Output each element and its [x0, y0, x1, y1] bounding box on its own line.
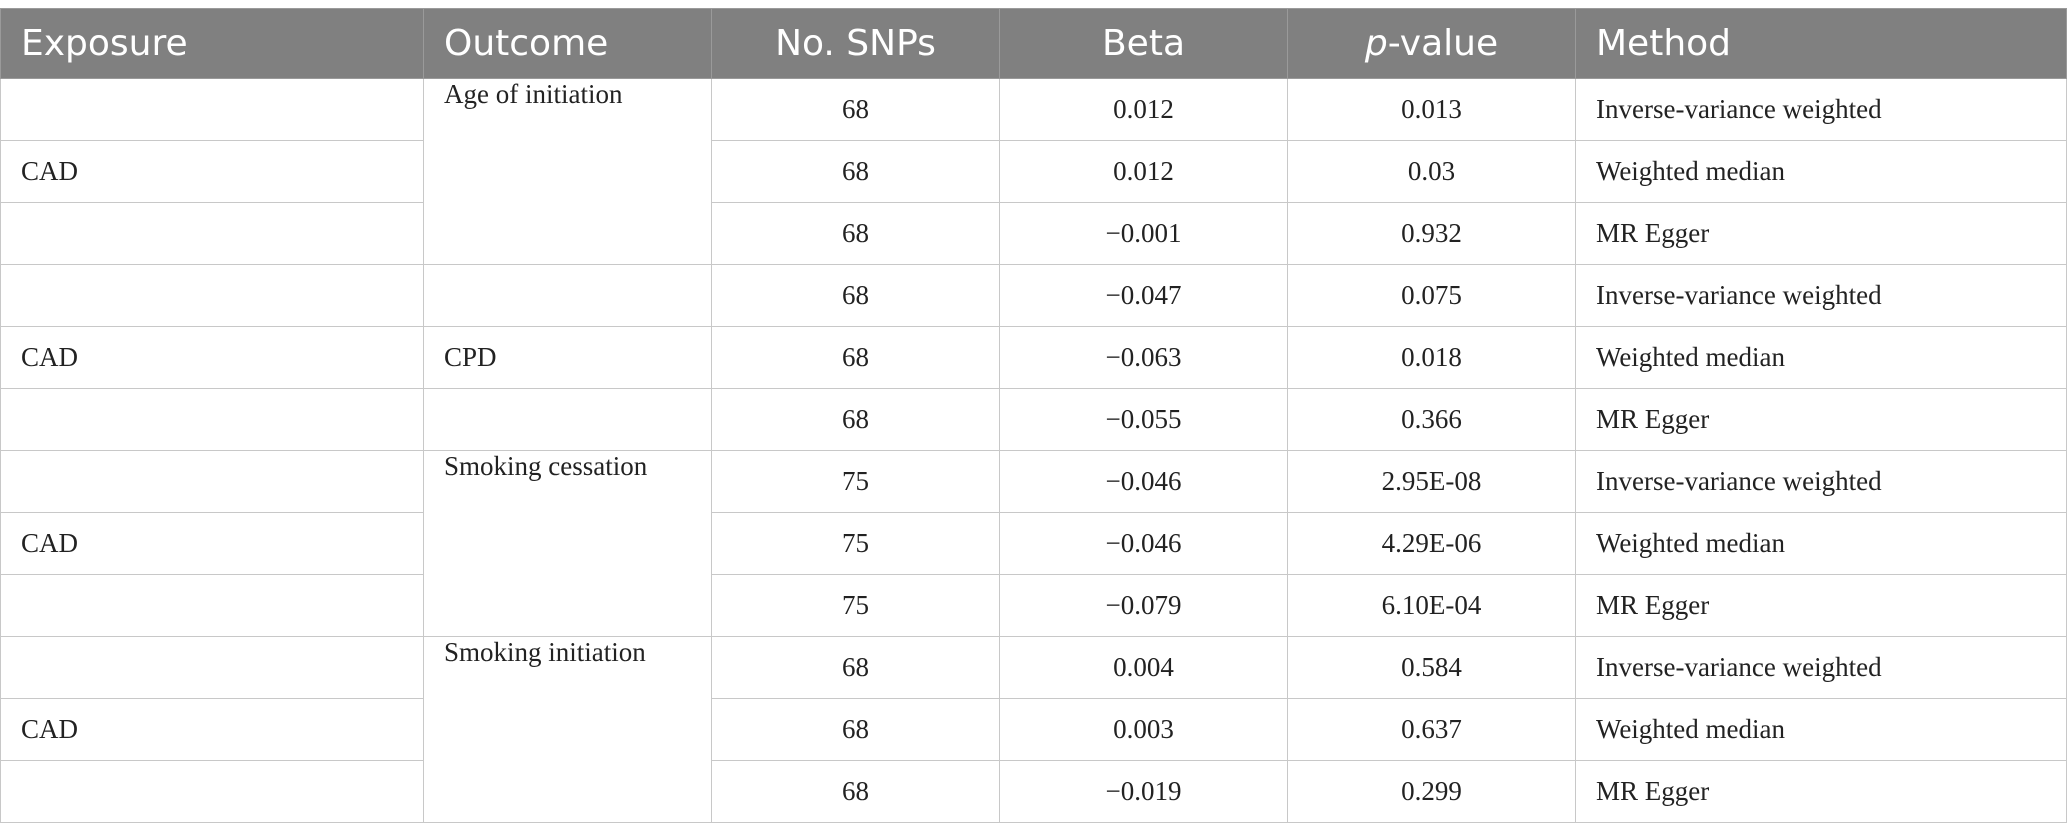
header-pvalue	[1288, 9, 1576, 79]
beta-cell: 0.012	[1000, 141, 1288, 203]
header-beta: Beta	[1000, 9, 1288, 79]
exposure-cell	[1, 637, 424, 699]
method-cell: Weighted median	[1576, 513, 2067, 575]
header-nsnps: No. SNPs	[712, 9, 1000, 79]
nsnps-cell: 75	[712, 575, 1000, 637]
beta-cell: −0.046	[1000, 451, 1288, 513]
beta-cell: −0.055	[1000, 389, 1288, 451]
header-row	[1, 9, 2067, 79]
nsnps-cell: 68	[712, 203, 1000, 265]
method-cell: Inverse-variance weighted	[1576, 637, 2067, 699]
exposure-cell	[1, 451, 424, 513]
method-cell: Inverse-variance weighted	[1576, 451, 2067, 513]
method-cell: MR Egger	[1576, 761, 2067, 823]
nsnps-cell: 68	[712, 389, 1000, 451]
header-outcome: Outcome	[424, 9, 712, 79]
outcome-cell: Age of initiation	[424, 79, 712, 265]
header-exposure: Exposure	[1, 9, 424, 79]
exposure-cell: CAD	[1, 513, 424, 575]
table-row	[1, 79, 2067, 141]
table-row	[1, 575, 2067, 637]
pvalue-cell: 0.932	[1288, 203, 1576, 265]
method-cell: Weighted median	[1576, 699, 2067, 761]
beta-cell: 0.003	[1000, 699, 1288, 761]
beta-cell: −0.047	[1000, 265, 1288, 327]
beta-cell: −0.079	[1000, 575, 1288, 637]
method-cell: Inverse-variance weighted	[1576, 79, 2067, 141]
beta-cell: 0.004	[1000, 637, 1288, 699]
exposure-cell	[1, 575, 424, 637]
pvalue-cell: 0.366	[1288, 389, 1576, 451]
table-row	[1, 451, 2067, 513]
table-row	[1, 389, 2067, 451]
exposure-cell: CAD	[1, 141, 424, 203]
exposure-cell: CAD	[1, 699, 424, 761]
exposure-cell	[1, 761, 424, 823]
method-cell: Weighted median	[1576, 327, 2067, 389]
nsnps-cell: 68	[712, 141, 1000, 203]
exposure-cell	[1, 203, 424, 265]
method-cell: MR Egger	[1576, 575, 2067, 637]
nsnps-cell: 75	[712, 513, 1000, 575]
exposure-cell	[1, 265, 424, 327]
outcome-cell: CPD	[424, 327, 712, 389]
method-cell: Inverse-variance weighted	[1576, 265, 2067, 327]
outcome-cell: Smoking cessation	[424, 451, 712, 637]
nsnps-cell: 68	[712, 79, 1000, 141]
pvalue-cell: 0.03	[1288, 141, 1576, 203]
exposure-cell	[1, 389, 424, 451]
nsnps-cell: 75	[712, 451, 1000, 513]
table-row	[1, 203, 2067, 265]
nsnps-cell: 68	[712, 761, 1000, 823]
exposure-cell: CAD	[1, 327, 424, 389]
header-method: Method	[1576, 9, 2067, 79]
outcome-cell	[424, 265, 712, 327]
table-row	[1, 327, 2067, 389]
results-table	[0, 8, 2067, 823]
pvalue-cell: 0.637	[1288, 699, 1576, 761]
nsnps-cell: 68	[712, 637, 1000, 699]
table-row	[1, 265, 2067, 327]
table-row	[1, 761, 2067, 823]
beta-cell: −0.063	[1000, 327, 1288, 389]
header-pvalue-rest: -value	[1387, 23, 1499, 64]
table-row	[1, 141, 2067, 203]
header-pvalue-italic: p	[1364, 23, 1388, 64]
pvalue-cell: 0.584	[1288, 637, 1576, 699]
table-header	[1, 9, 2067, 79]
table-body	[1, 79, 2067, 823]
beta-cell: −0.046	[1000, 513, 1288, 575]
pvalue-cell: 2.95E-08	[1288, 451, 1576, 513]
nsnps-cell: 68	[712, 327, 1000, 389]
beta-cell: −0.001	[1000, 203, 1288, 265]
beta-cell: 0.012	[1000, 79, 1288, 141]
outcome-cell: Smoking initiation	[424, 637, 712, 823]
pvalue-cell: 0.013	[1288, 79, 1576, 141]
method-cell: Weighted median	[1576, 141, 2067, 203]
method-cell: MR Egger	[1576, 203, 2067, 265]
method-cell: MR Egger	[1576, 389, 2067, 451]
table-row	[1, 637, 2067, 699]
pvalue-cell: 4.29E-06	[1288, 513, 1576, 575]
beta-cell: −0.019	[1000, 761, 1288, 823]
pvalue-cell: 0.018	[1288, 327, 1576, 389]
table-row	[1, 699, 2067, 761]
nsnps-cell: 68	[712, 699, 1000, 761]
outcome-cell	[424, 389, 712, 451]
nsnps-cell: 68	[712, 265, 1000, 327]
pvalue-cell: 0.299	[1288, 761, 1576, 823]
pvalue-cell: 0.075	[1288, 265, 1576, 327]
table-row	[1, 513, 2067, 575]
pvalue-cell: 6.10E-04	[1288, 575, 1576, 637]
exposure-cell	[1, 79, 424, 141]
